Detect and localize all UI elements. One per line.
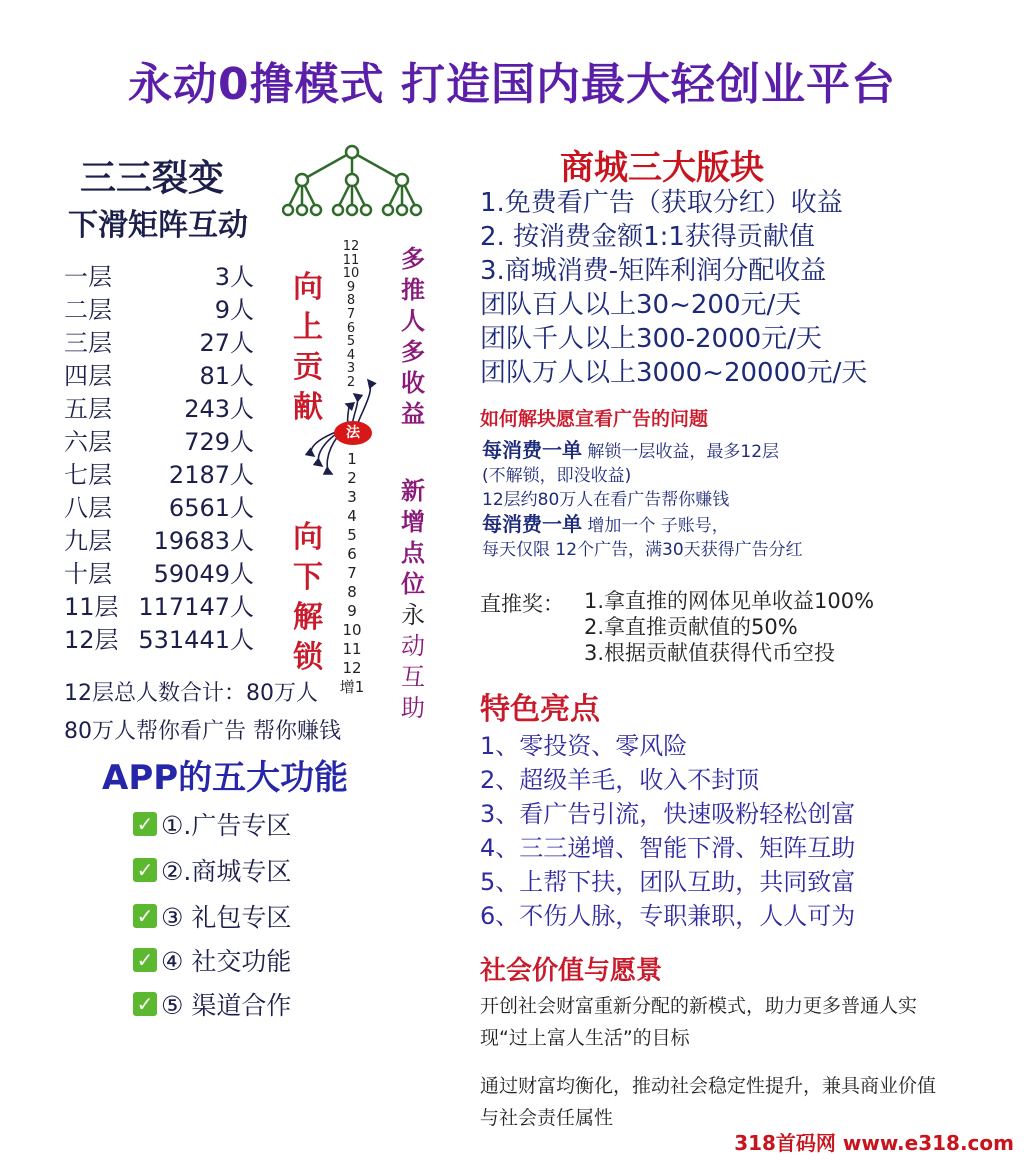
level-number: 6	[347, 545, 357, 563]
label-char: 收	[401, 369, 425, 397]
checkmark-icon: ✓	[133, 992, 157, 1016]
level-number: 7	[346, 306, 356, 322]
level-number: 2	[347, 469, 357, 487]
layer-value: 9人	[214, 296, 254, 324]
perpetual-help-text	[398, 600, 428, 724]
problem-line	[482, 438, 803, 464]
layer-row	[64, 389, 264, 422]
label-char: 向	[293, 520, 323, 555]
function-item	[133, 852, 291, 888]
features-title: 特色亮点	[480, 692, 600, 727]
layer-value: 531441人	[138, 626, 254, 654]
function-label: ③ 礼包专区	[161, 903, 292, 932]
layer-value: 19683人	[153, 527, 254, 555]
level-number: 4	[346, 347, 356, 363]
total-people-line: 12层总人数合计：80万人	[64, 681, 318, 706]
label-char: 解	[293, 600, 323, 635]
layer-name: 二层	[64, 296, 112, 324]
label-char: 互	[401, 663, 425, 691]
checkmark-icon: ✓	[133, 812, 157, 836]
upper-level-numbers	[340, 240, 362, 390]
layer-value: 59049人	[153, 560, 254, 588]
layer-name: 四层	[64, 362, 112, 390]
level-number: 6	[346, 320, 356, 336]
lower-level-numbers	[339, 450, 365, 697]
label-char: 向	[293, 270, 323, 305]
level-number: 9	[347, 602, 357, 620]
page-title: 永动0撸模式 打造国内最大轻创业平台	[128, 59, 896, 110]
site-watermark: 318首码网 www.e318.com	[734, 1131, 1014, 1155]
layer-row	[64, 587, 264, 620]
label-char: 位	[401, 570, 425, 598]
more-referrals-text	[398, 244, 428, 430]
label-char: 永	[401, 601, 425, 629]
label-char: 动	[401, 632, 425, 660]
layer-name: 五层	[64, 395, 112, 423]
layer-name: 七层	[64, 461, 112, 489]
function-label: ②.商城专区	[161, 857, 292, 886]
layer-row	[64, 620, 264, 653]
layer-value: 2187人	[168, 461, 254, 489]
problem-text: 增加一个 子账号，	[582, 516, 729, 536]
feature-item: 1、零投资、零风险	[480, 732, 688, 760]
layer-name: 12层	[64, 626, 119, 654]
layer-row	[64, 554, 264, 587]
layer-value: 6561人	[168, 494, 254, 522]
level-number: 5	[347, 526, 357, 544]
label-char: 锁	[293, 640, 323, 675]
mall-line: 3.商城消费-矩阵利润分配收益	[480, 256, 827, 286]
layer-value: 3人	[214, 263, 254, 291]
reward-line: 1.拿直推的网体见单收益100%	[584, 589, 875, 613]
function-label: ⑤ 渠道合作	[161, 991, 292, 1020]
layer-row	[64, 488, 264, 521]
feature-item: 2、超级羊毛，收入不封顶	[480, 766, 760, 794]
problem-emphasis: 每消费一单	[482, 512, 582, 536]
layers-list	[64, 257, 264, 653]
function-item	[133, 942, 291, 978]
label-char: 上	[293, 310, 323, 345]
level-number: 4	[347, 507, 357, 525]
level-number: 12	[342, 239, 360, 254]
mall-line: 团队万人以上3000~20000元/天	[480, 358, 868, 388]
problem-block	[482, 438, 803, 562]
layer-name: 11层	[64, 593, 119, 621]
layer-name: 十层	[64, 560, 112, 588]
reward-lines	[584, 588, 874, 666]
layer-row	[64, 422, 264, 455]
problem-emphasis: 每消费一单	[482, 438, 582, 462]
layer-value: 117147人	[138, 593, 254, 621]
level-number: 2	[346, 374, 356, 390]
label-char: 益	[401, 400, 425, 428]
level-number: 1	[347, 450, 357, 468]
level-number: 10	[342, 621, 362, 639]
social-value-title: 社会价值与愿景	[480, 956, 663, 986]
label-char: 多	[401, 338, 425, 366]
mall-lines	[480, 182, 1000, 386]
label-char: 献	[293, 390, 323, 425]
problem-line: 12层约80万人在看广告帮你赚钱	[482, 490, 730, 510]
social-paragraph-2: 通过财富均衡化，推动社会稳定性提升，兼具商业价值与社会责任属性	[480, 1075, 937, 1129]
label-char: 人	[401, 307, 425, 335]
mall-line: 1.免费看广告（获取分红）收益	[480, 188, 843, 218]
new-positions-text	[398, 476, 428, 600]
level-number: 3	[347, 488, 357, 506]
feature-item: 3、看广告引流，快速吸粉轻松创富	[480, 800, 856, 828]
label-char: 下	[293, 560, 323, 595]
layer-value: 729人	[184, 428, 254, 456]
level-number: 11	[342, 640, 362, 658]
fission-heading: 三三裂变	[80, 158, 225, 199]
layer-row	[64, 356, 264, 389]
label-char: 点	[401, 539, 425, 567]
function-label: ①.广告专区	[161, 811, 292, 840]
level-number: 8	[346, 293, 356, 309]
fission-subheading: 下滑矩阵互动	[68, 208, 248, 243]
layer-name: 一层	[64, 263, 112, 291]
function-item	[133, 986, 291, 1022]
function-label: ④ 社交功能	[161, 947, 292, 976]
layer-row	[64, 455, 264, 488]
mall-title: 商城三大版块	[560, 148, 764, 188]
problem-title: 如何解块愿宣看广告的问题	[480, 408, 709, 430]
level-number: 3	[346, 361, 356, 377]
layer-value: 27人	[199, 329, 254, 357]
social-paragraph-1: 开创社会财富重新分配的新模式，助力更多普通人实现“过上富人生活”的目标	[480, 995, 918, 1049]
feature-item: 6、不伤人脉，专职兼职，人人可为	[480, 902, 856, 930]
tree-diagram-icon	[282, 142, 432, 220]
label-char: 多	[401, 245, 425, 273]
help-line: 80万人帮你看广告 帮你赚钱	[64, 719, 341, 744]
reward-line: 2.拿直推贡献值的50%	[584, 615, 798, 639]
layer-name: 九层	[64, 527, 112, 555]
label-char: 新	[401, 477, 425, 505]
label-char: 贡	[293, 350, 323, 385]
layer-name: 六层	[64, 428, 112, 456]
label-char: 推	[401, 276, 425, 304]
checkmark-icon: ✓	[133, 948, 157, 972]
layer-row	[64, 323, 264, 356]
mall-line: 团队百人以上30~200元/天	[480, 290, 802, 320]
problem-text: 解锁一层收益，最多12层	[582, 442, 780, 462]
function-item	[133, 898, 291, 934]
app-functions-title: APP的五大功能	[102, 758, 349, 798]
level-number: 8	[347, 583, 357, 601]
layer-row	[64, 521, 264, 554]
level-number: 10	[342, 266, 360, 282]
problem-line: (不解锁，即没收益)	[482, 466, 632, 486]
unlock-down-label	[290, 518, 326, 678]
layer-value: 243人	[184, 395, 254, 423]
layer-row	[64, 290, 264, 323]
level-number: 9	[346, 279, 356, 295]
layer-row	[64, 257, 264, 290]
layer-name: 八层	[64, 494, 112, 522]
label-char: 增	[401, 508, 425, 536]
features-list	[480, 726, 855, 930]
level-number: 11	[342, 252, 360, 268]
checkmark-icon: ✓	[133, 858, 157, 882]
reward-label: 直推奖：	[480, 592, 564, 616]
problem-line: 每天仅限 12个广告，满30天获得广告分红	[482, 540, 803, 560]
layer-value: 81人	[199, 362, 254, 390]
feature-item: 4、三三递增、智能下滑、矩阵互助	[480, 834, 856, 862]
level-number: 增1	[339, 678, 365, 696]
label-char: 助	[401, 694, 425, 722]
center-node: 法	[334, 421, 372, 445]
function-item	[133, 806, 291, 842]
problem-line	[482, 512, 803, 538]
reward-line: 3.根据贡献值获得代币空投	[584, 641, 836, 665]
mall-line: 团队千人以上300-2000元/天	[480, 324, 822, 354]
level-number: 12	[342, 659, 362, 677]
level-number: 5	[346, 334, 356, 350]
level-number: 7	[347, 564, 357, 582]
feature-item: 5、上帮下扶，团队互助，共同致富	[480, 868, 856, 896]
layer-name: 三层	[64, 329, 112, 357]
mall-line: 2. 按消费金额1:1获得贡献值	[480, 222, 815, 252]
checkmark-icon: ✓	[133, 904, 157, 928]
